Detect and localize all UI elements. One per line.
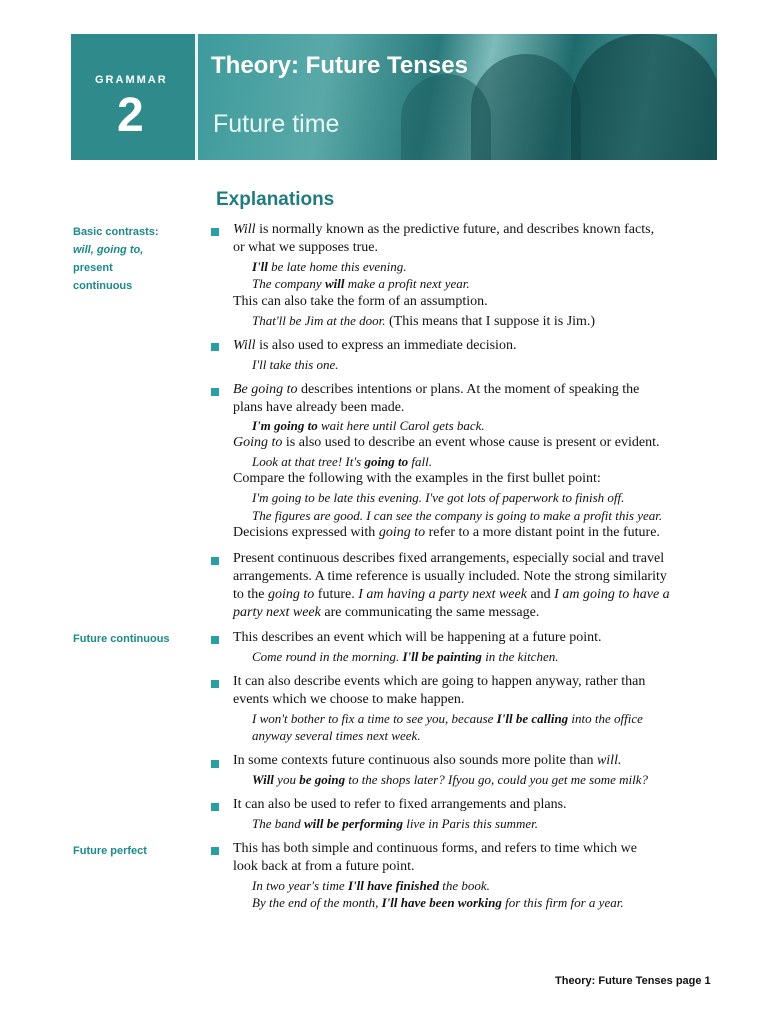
body-line: Be going to describes intentions or plans. At the moment of speaking the: [233, 382, 640, 397]
page-subtitle: Future time: [213, 110, 340, 138]
body-line: In some contexts future continuous also sounds more polite than will.: [233, 753, 622, 768]
body-line: plans have already been made.: [233, 400, 405, 415]
page-title: Theory: Future Tenses: [211, 52, 468, 79]
bullet-icon: [211, 680, 219, 688]
body-line: or what we supposes true.: [233, 240, 379, 255]
body-line: This has both simple and continuous forms, and refers to time which we: [233, 841, 637, 856]
example-line: That'll be Jim at the door. (This means that I suppose it is Jim.): [252, 313, 596, 329]
bullet-icon: [211, 636, 219, 644]
grammar-number: 2: [117, 89, 144, 142]
bullet-icon: [211, 343, 219, 351]
body-line: This can also take the form of an assumption.: [233, 294, 488, 309]
example-line: Look at that tree! It's going to fall.: [252, 454, 432, 469]
body-line: party next week are communicating the same message.: [233, 605, 540, 620]
example-line: I'll be late home this evening.: [252, 259, 407, 274]
example-line: In two year's time I'll have finished the book.: [252, 878, 490, 893]
example-line: I won't bother to fix a time to see you, because I'll be calling into the office: [252, 711, 643, 726]
body-line: Will is also used to express an immediate decision.: [233, 338, 517, 353]
body-line: to the going to future. I am having a party next week and I am going to have a: [233, 587, 670, 602]
bullet-icon: [211, 803, 219, 811]
bullet-icon: [211, 228, 219, 236]
bullet-icon: [211, 557, 219, 565]
example-line: The band will be performing live in Paris this summer.: [252, 816, 539, 831]
body-line: This describes an event which will be happening at a future point.: [233, 630, 602, 645]
body-line: Decisions expressed with going to refer to a more distant point in the future.: [233, 525, 660, 540]
body-line: Present continuous describes fixed arrangements, especially social and travel: [233, 551, 665, 566]
example-line: The company will make a profit next year.: [252, 276, 470, 291]
banner-figure: [471, 54, 581, 160]
banner-figure: [571, 34, 717, 160]
bullet-icon: [211, 388, 219, 396]
body-line: events which we choose to make happen.: [233, 692, 465, 707]
body-line: Compare the following with the examples in the first bullet point:: [233, 471, 601, 486]
page-footer: Theory: Future Tenses page 1: [555, 975, 711, 987]
header-banner: [71, 34, 717, 160]
example-line: The figures are good. I can see the company is going to make a profit this year.: [252, 508, 663, 523]
body-line: arrangements. A time reference is usually included. Note the strong similarity: [233, 569, 667, 584]
section-heading: Explanations: [216, 189, 335, 210]
grammar-label: GRAMMAR: [95, 74, 168, 86]
example-line: I'm going to wait here until Carol gets back.: [252, 418, 485, 433]
example-line: Come round in the morning. I'll be painting in the kitchen.: [252, 649, 559, 664]
example-line: I'm going to be late this evening. I've got lots of paperwork to finish off.: [252, 490, 625, 505]
example-line: anyway several times next week.: [252, 728, 421, 743]
body-line: It can also describe events which are going to happen anyway, rather than: [233, 674, 646, 689]
sidenote-basic-contrasts: Basic contrasts: will, going to, present continuous: [73, 226, 159, 292]
bullet-icon: [211, 847, 219, 855]
body-line: It can also be used to refer to fixed arrangements and plans.: [233, 797, 567, 812]
banner-divider: [195, 34, 198, 160]
sidenote-future-continuous: Future continuous: [73, 633, 170, 645]
bullet-icon: [211, 760, 219, 768]
sidenote-future-perfect: Future perfect: [73, 845, 147, 857]
body-line: Going to is also used to describe an event whose cause is present or evident.: [233, 435, 660, 450]
example-line: Will you be going to the shops later? Ifyou go, could you get me some milk?: [252, 772, 648, 787]
body-line: look back at from a future point.: [233, 859, 415, 874]
body-line: Will is normally known as the predictive future, and describes known facts,: [233, 222, 655, 237]
example-line: I'll take this one.: [252, 357, 339, 372]
example-line: By the end of the month, I'll have been working for this firm for a year.: [252, 895, 624, 910]
